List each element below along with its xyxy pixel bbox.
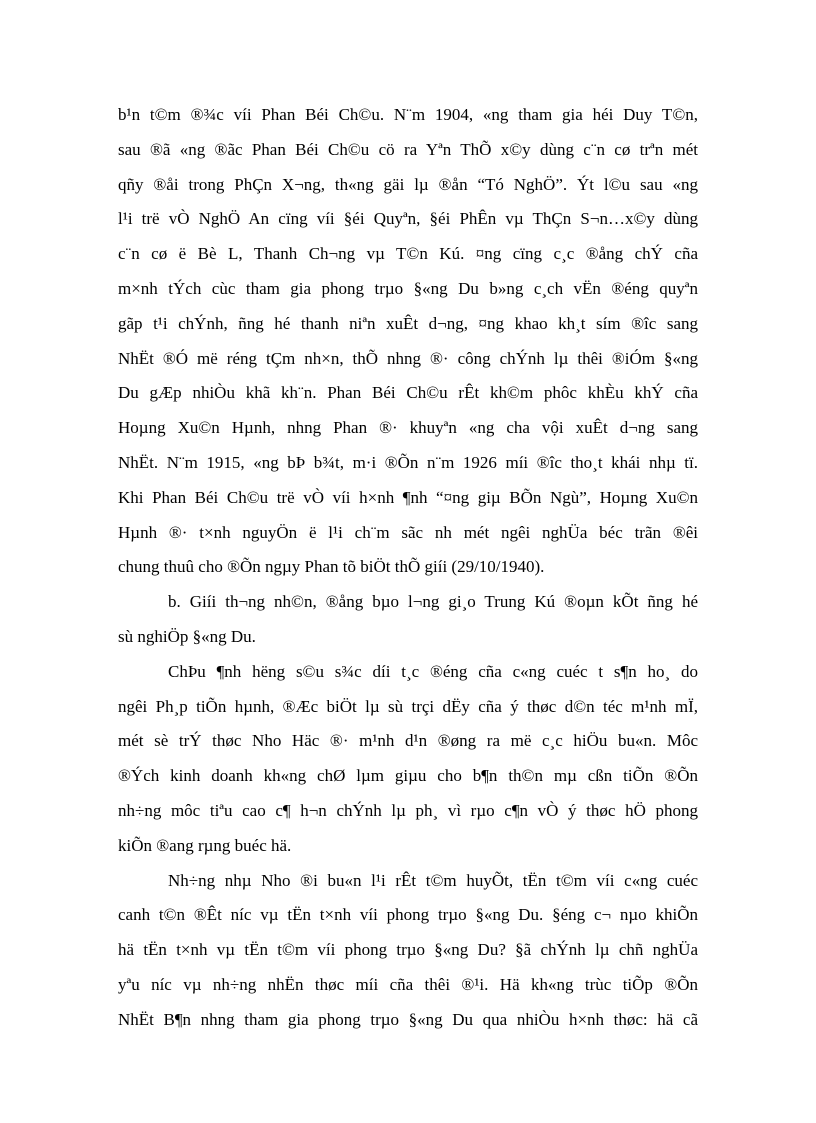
text-line: sù nghiÖp §«ng Du. bbox=[118, 626, 256, 646]
paragraph bbox=[118, 98, 698, 585]
document-body bbox=[118, 98, 698, 1038]
paragraph bbox=[118, 585, 698, 655]
text-line: mét sè trÝ thøc Nho Häc ®· m¹nh d¹n ®øng ra më c¸c hiÖu bu«n. Môc bbox=[118, 731, 698, 751]
text-line: yªu níc vµ nh÷ng nhËn thøc míi cña thêi ®¹i. Hä kh«ng trùc tiÕp ®Õn bbox=[118, 974, 698, 994]
text-line: c¨n cø ë Bè L, Thanh Ch¬ng vµ T©n Kú. ¤ng cïng c¸c ®ång chÝ cña bbox=[118, 244, 698, 264]
text-line: canh t©n ®Êt níc vµ tËn t×nh víi phong trµo §«ng Du. §éng c¬ nµo khiÕn bbox=[118, 905, 698, 925]
text-line: Du gÆp nhiÒu khã kh¨n. Phan Béi Ch©u rÊt kh©m phôc khÈu khÝ cña bbox=[118, 383, 698, 403]
paragraph bbox=[118, 864, 698, 1038]
paragraph bbox=[118, 655, 698, 864]
text-line: hä tËn t×nh vµ tËn t©m víi phong trµo §«ng Du? §ã chÝnh lµ chñ nghÜa bbox=[118, 940, 698, 960]
text-line: b. Giíi th¬ng nh©n, ®ång bµo l¬ng gi¸o Trung Kú ®oµn kÕt ñng hé bbox=[168, 592, 698, 612]
text-line: l¹i trë vÒ NghÖ An cïng víi §éi Quyªn, §éi PhÊn vµ ThÇn S¬n…x©y dùng bbox=[118, 209, 698, 229]
text-line: ngêi Ph¸p tiÕn hµnh, ®Æc biÖt lµ sù trçi dËy cña ý thøc d©n téc m¹nh mÏ, bbox=[118, 696, 698, 716]
text-line: NhËt B¶n nhng tham gia phong trµo §«ng Du qua nhiÒu h×nh thøc: hä cã bbox=[118, 1009, 698, 1029]
text-line: b¹n t©m ®¾c víi Phan Béi Ch©u. N¨m 1904, «ng tham gia héi Duy T©n, bbox=[118, 105, 698, 124]
text-line: m×nh tÝch cùc tham gia phong trµo §«ng Du b»ng c¸ch vËn ®éng quyªn bbox=[118, 278, 698, 298]
text-line: qñy ®åi trong PhÇn X¬ng, th«ng gäi lµ ®ån “Tó NghÖ”. Ýt l©u sau «ng bbox=[118, 174, 698, 194]
text-line: Hoµng Xu©n Hµnh, nhng Phan ®· khuyªn «ng cha vội xuÊt d¬ng sang bbox=[118, 418, 698, 438]
text-line: chung thuû cho ®Õn ngµy Phan tõ biÖt thÕ giíi (29/10/1940). bbox=[118, 557, 545, 577]
text-line: kiÕn ®ang rµng buéc hä. bbox=[118, 835, 292, 855]
text-line: NhËt ®Ó më réng tÇm nh×n, thÕ nhng ®· công chÝnh lµ thêi ®iÓm §«ng bbox=[118, 348, 698, 368]
text-line: NhËt. N¨m 1915, «ng bÞ b¾t, m·i ®Õn n¨m 1926 míi ®îc tho¸t khái nhµ tï. bbox=[118, 452, 698, 472]
text-line: gãp t¹i chÝnh, ñng hé thanh niªn xuÊt d¬ng, ¤ng khao kh¸t sím ®îc sang bbox=[118, 313, 698, 333]
text-line: ChÞu ¶nh hëng s©u s¾c díi t¸c ®éng cña c«ng cuéc t s¶n ho¸ do bbox=[168, 661, 698, 681]
text-line: Nh÷ng nhµ Nho ®i bu«n l¹i rÊt t©m huyÕt, tËn t©m víi c«ng cuéc bbox=[168, 870, 698, 890]
text-line: Khi Phan Béi Ch©u trë vÒ víi h×nh ¶nh “¤ng giµ BÕn Ngù”, Hoµng Xu©n bbox=[118, 487, 698, 507]
text-line: sau ®ã «ng ®ãc Phan Béi Ch©u cö ra Yªn ThÕ x©y dùng c¨n cø trªn mét bbox=[118, 139, 698, 159]
text-line: ®Ých kinh doanh kh«ng chØ lµm giµu cho b¶n th©n mµ cßn tiÕn ®Õn bbox=[118, 766, 698, 786]
text-line: nh÷ng môc tiªu cao c¶ h¬n chÝnh lµ ph¸ vì rµo c¶n vÒ ý thøc hÖ phong bbox=[118, 800, 698, 820]
text-line: Hµnh ®· t×nh nguyÖn ë l¹i ch¨m sãc nh mét ngêi nghÜa béc trãn ®êi bbox=[118, 522, 698, 542]
